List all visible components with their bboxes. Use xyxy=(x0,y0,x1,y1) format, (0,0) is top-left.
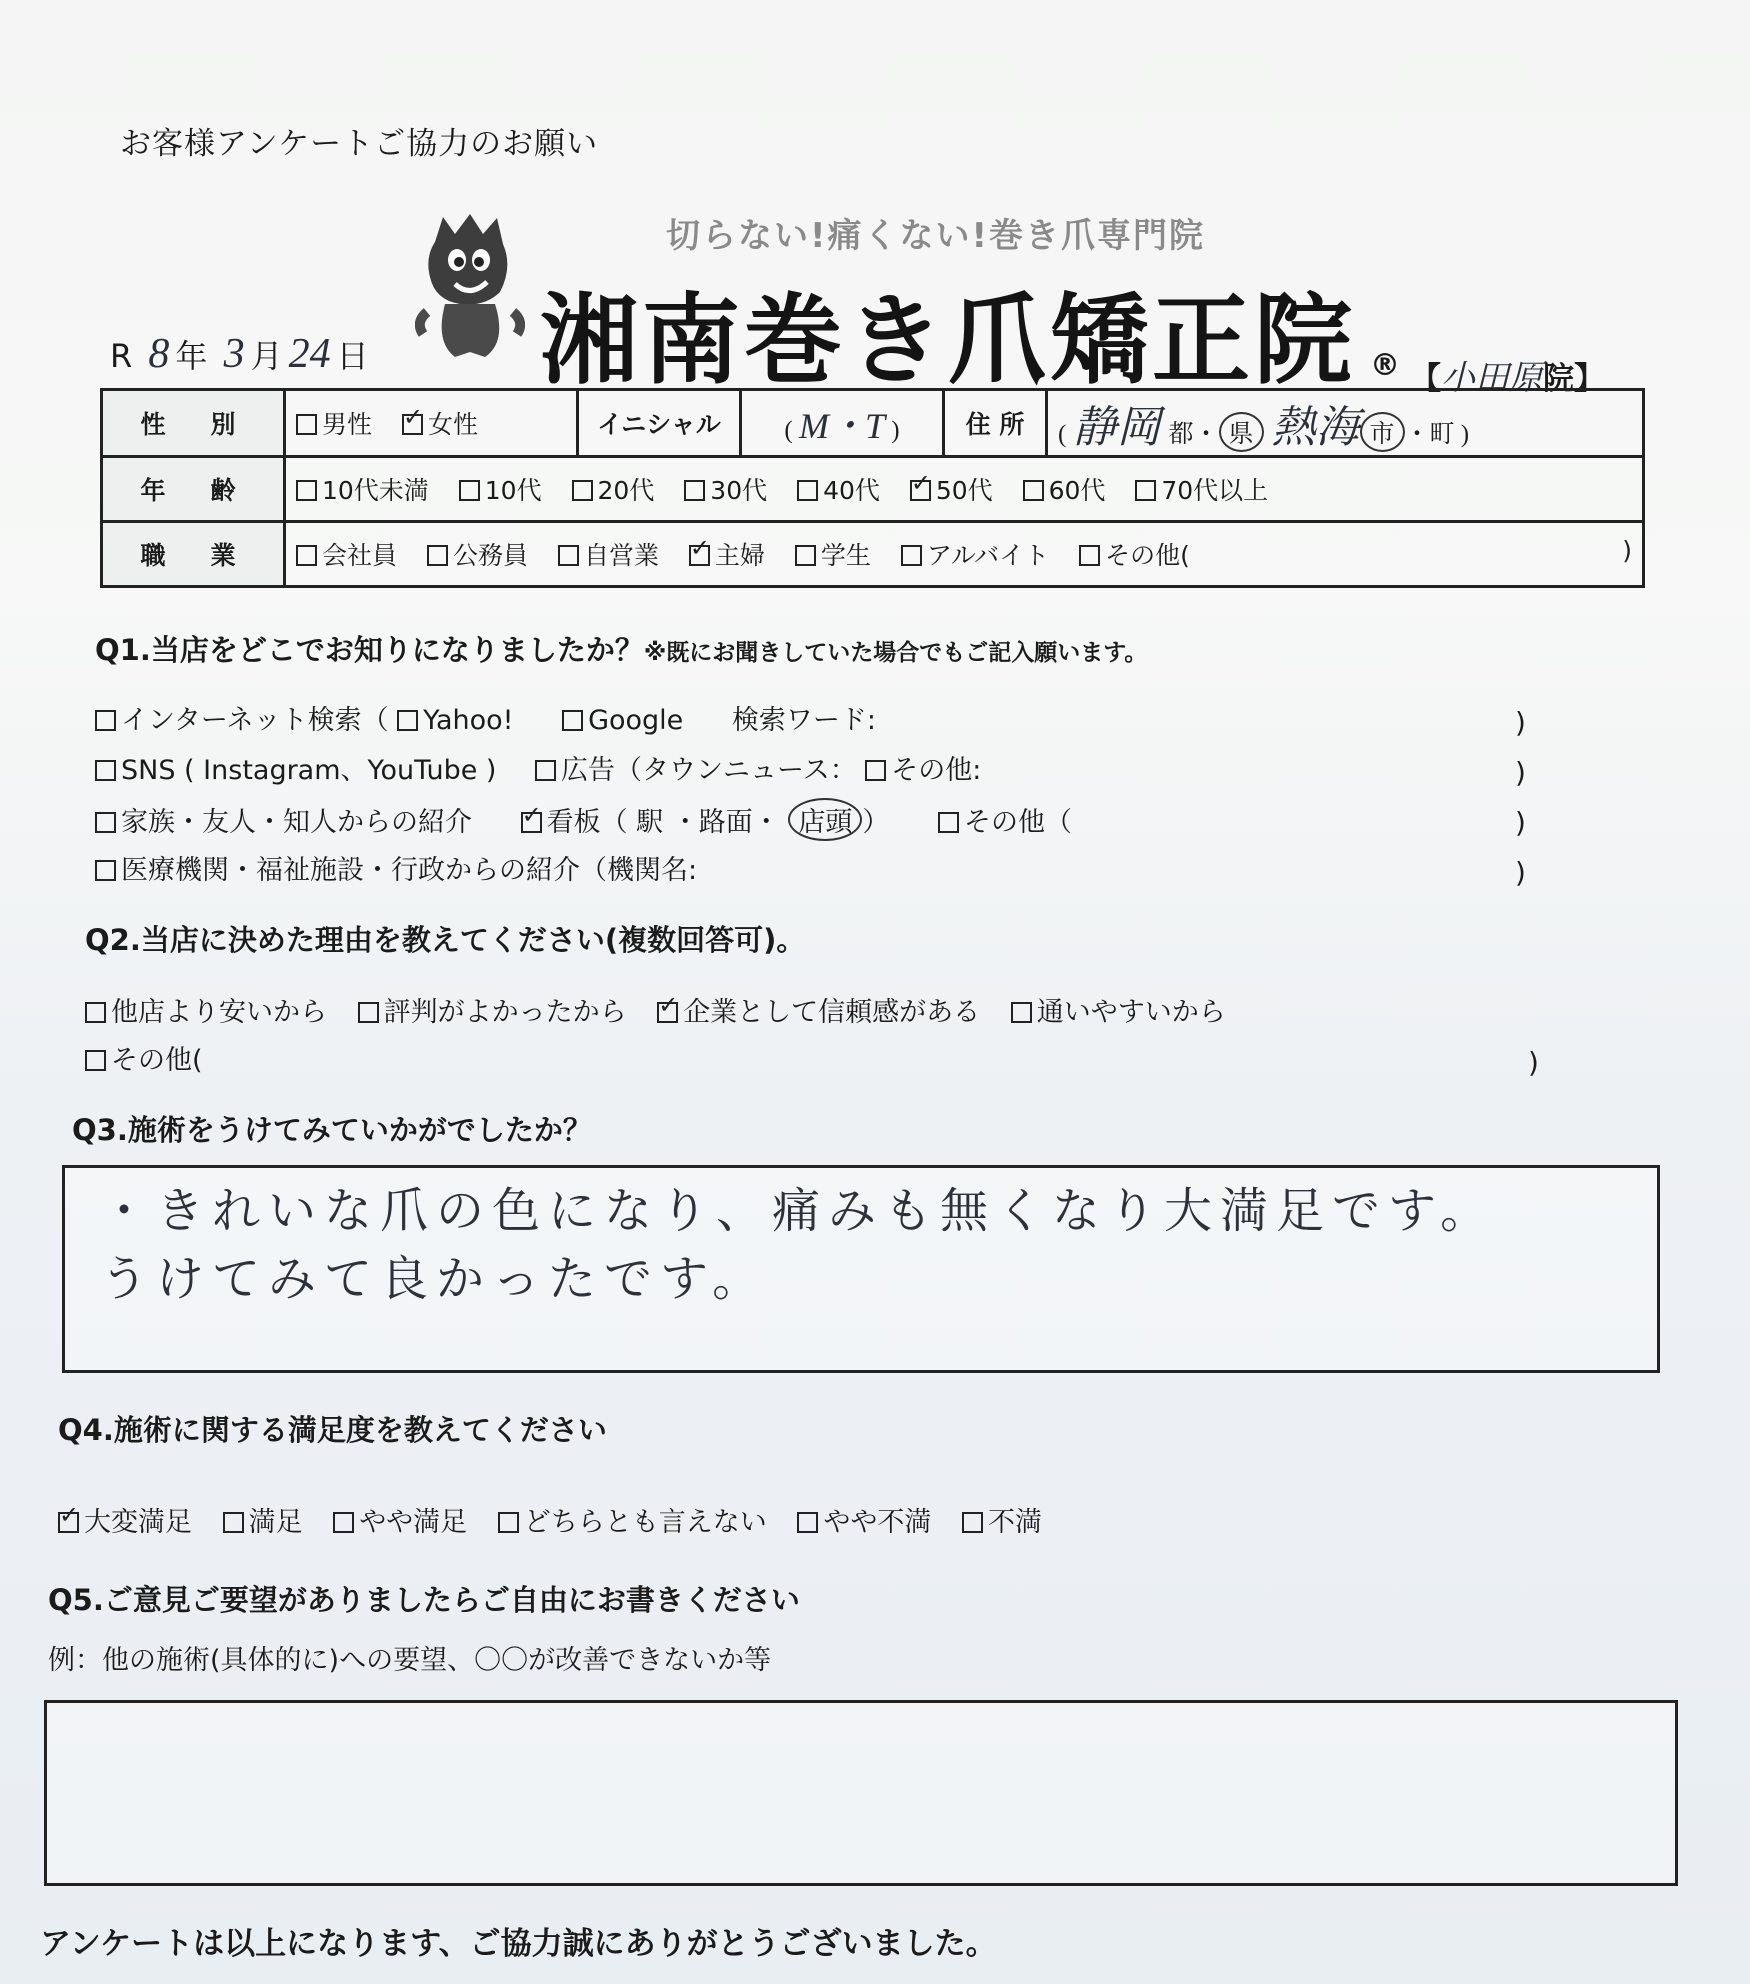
q1-ad-checkbox[interactable] xyxy=(535,760,556,781)
branch-name: 【小田原院】 xyxy=(1410,360,1605,397)
q1-close-paren: ) xyxy=(1515,756,1526,789)
q1-internet-checkbox[interactable] xyxy=(95,710,116,731)
q1-close-paren: ) xyxy=(1515,856,1526,889)
age-checkbox[interactable]: 10代未満 xyxy=(296,471,429,507)
q1-family-checkbox[interactable] xyxy=(95,812,116,833)
q2-options xyxy=(85,990,1248,1029)
age-checkbox[interactable]: 30代 xyxy=(684,471,767,507)
q1-storefront-circled: 店頭 xyxy=(788,798,862,841)
age-label: 年 齢 xyxy=(102,457,285,522)
q1-yahoo-checkbox[interactable] xyxy=(397,710,418,731)
job-label: 職 業 xyxy=(102,522,285,587)
q2-other[interactable]: その他( xyxy=(85,1038,203,1077)
q1-line-referral: 家族・友人・知人からの紹介 ✓ 看板（ 駅 ・路面・ 店頭 ） その他（ xyxy=(95,798,1072,841)
branch-handwritten: 小田原 xyxy=(1441,360,1543,397)
date-month: 3 xyxy=(223,331,245,377)
q2-access-checkbox[interactable]: 通いやすいから xyxy=(1011,990,1226,1029)
q1-line-medical: 医療機関・福祉施設・行政からの紹介（機関名: xyxy=(95,848,697,887)
q1-close-paren: ) xyxy=(1515,806,1526,839)
q1-sign-checkbox[interactable] xyxy=(521,812,542,833)
city-circled: 市 xyxy=(1360,412,1405,452)
q1-line-sns: SNS ( Instagram、YouTube ) 広告（タウンニュース： その他: xyxy=(95,748,981,787)
q1-close-paren: ) xyxy=(1515,706,1526,739)
survey-title: お客様アンケートご協力のお願い xyxy=(120,126,599,162)
q4-satisfied-checkbox[interactable]: 満足 xyxy=(223,1500,303,1539)
job-close-paren: ) xyxy=(1622,536,1632,565)
q4-neutral-checkbox[interactable]: どちらとも言えない xyxy=(498,1500,767,1539)
job-checkbox[interactable]: ✓ 主婦 xyxy=(689,536,765,572)
q2-close-paren: ) xyxy=(1528,1046,1539,1079)
q4-very-satisfied-checkbox[interactable]: ✓大変満足 xyxy=(58,1500,192,1539)
mascot-logo xyxy=(415,212,525,362)
age-checkbox[interactable]: 10代 xyxy=(459,471,542,507)
q1-sign-other-checkbox[interactable] xyxy=(938,812,959,833)
clinic-tagline: 切らない!痛くない!巻き爪専門院 xyxy=(666,216,1206,256)
date-field: R 8 年 3 月 24 日 xyxy=(110,331,369,377)
initial-field[interactable]: ( M・T ) xyxy=(741,390,944,457)
q5-title: Q5.ご意見ご要望がありましたらご自由にお書きください xyxy=(48,1583,800,1617)
address-field[interactable]: ( 静岡 都・ 県 熱海 市 ・町 ) xyxy=(1047,390,1644,457)
job-checkbox[interactable]: 学生 xyxy=(795,536,871,572)
q3-title: Q3.施術をうけてみていかがでしたか？ xyxy=(72,1113,592,1147)
q2-reputation-checkbox[interactable]: 評判がよかったから xyxy=(358,990,627,1029)
q2-trust-checkbox[interactable]: ✓ 企業として信頼感がある xyxy=(657,990,980,1029)
q1-google-checkbox[interactable] xyxy=(562,710,583,731)
q5-example: 例：他の施術(具体的に)への要望、〇〇が改善できないか等 xyxy=(48,1645,772,1676)
job-checkbox[interactable]: 自営業 xyxy=(558,536,659,572)
date-year: 8 xyxy=(148,331,170,377)
footer-thanks: アンケートは以上になります、ご協力誠にありがとうございました。 xyxy=(40,1926,997,1962)
q4-dissatisfied-checkbox[interactable]: 不満 xyxy=(962,1500,1042,1539)
q4-title: Q4.施術に関する満足度を教えてください xyxy=(58,1413,607,1447)
clinic-name: 湘南巻き爪矯正院 xyxy=(540,283,1357,398)
age-checkbox[interactable]: 70代以上 xyxy=(1135,471,1268,507)
age-checkbox[interactable]: ✓ 50代 xyxy=(910,471,993,507)
q3-answer-line2: うけてみて良かったです。 xyxy=(100,1253,769,1306)
q1-title: Q1.当店をどこでお知りになりましたか？※既にお聞きしていた場合でもご記入願います。 xyxy=(95,633,1148,667)
profile-table xyxy=(100,388,1645,588)
age-checkbox[interactable]: 20代 xyxy=(572,471,655,507)
gender-options xyxy=(285,390,578,457)
job-checkbox[interactable]: 公務員 xyxy=(427,536,528,572)
q1-medical-checkbox[interactable] xyxy=(95,860,116,881)
q4-somewhat-satisfied-checkbox[interactable]: やや満足 xyxy=(333,1500,467,1539)
pref-circled: 県 xyxy=(1219,412,1264,452)
q4-options xyxy=(58,1500,1064,1539)
q4-somewhat-dissatisfied-checkbox[interactable]: やや不満 xyxy=(797,1500,931,1539)
q5-answer-box[interactable] xyxy=(44,1700,1678,1886)
job-checkbox[interactable]: その他( xyxy=(1079,536,1190,572)
age-options xyxy=(285,457,1644,522)
gender-female-checkbox[interactable]: ✓ 女性 xyxy=(402,405,478,441)
initial-label: イニシャル xyxy=(578,390,741,457)
q1-line-internet: インターネット検索（ Yahoo! Google 検索ワード: xyxy=(95,698,876,737)
age-checkbox[interactable]: 40代 xyxy=(797,471,880,507)
q2-title: Q2.当店に決めた理由を教えてください(複数回答可)。 xyxy=(85,923,806,957)
q2-cheaper-checkbox[interactable]: 他店より安いから xyxy=(85,990,327,1029)
registered-mark: ® xyxy=(1370,348,1400,383)
q3-answer-line1: ・きれいな爪の色になり、痛みも無くなり大満足です。 xyxy=(100,1185,1497,1238)
job-options xyxy=(285,522,1644,587)
job-checkbox[interactable]: アルバイト xyxy=(901,536,1049,572)
q1-ad-other-checkbox[interactable] xyxy=(865,760,886,781)
q1-sns-checkbox[interactable] xyxy=(95,760,116,781)
gender-male-checkbox[interactable]: 男性 xyxy=(296,405,372,441)
age-checkbox[interactable]: 60代 xyxy=(1023,471,1106,507)
date-day: 24 xyxy=(288,331,331,377)
job-checkbox[interactable]: 会社員 xyxy=(296,536,397,572)
gender-label: 性 別 xyxy=(102,390,285,457)
address-label: 住 所 xyxy=(944,390,1047,457)
